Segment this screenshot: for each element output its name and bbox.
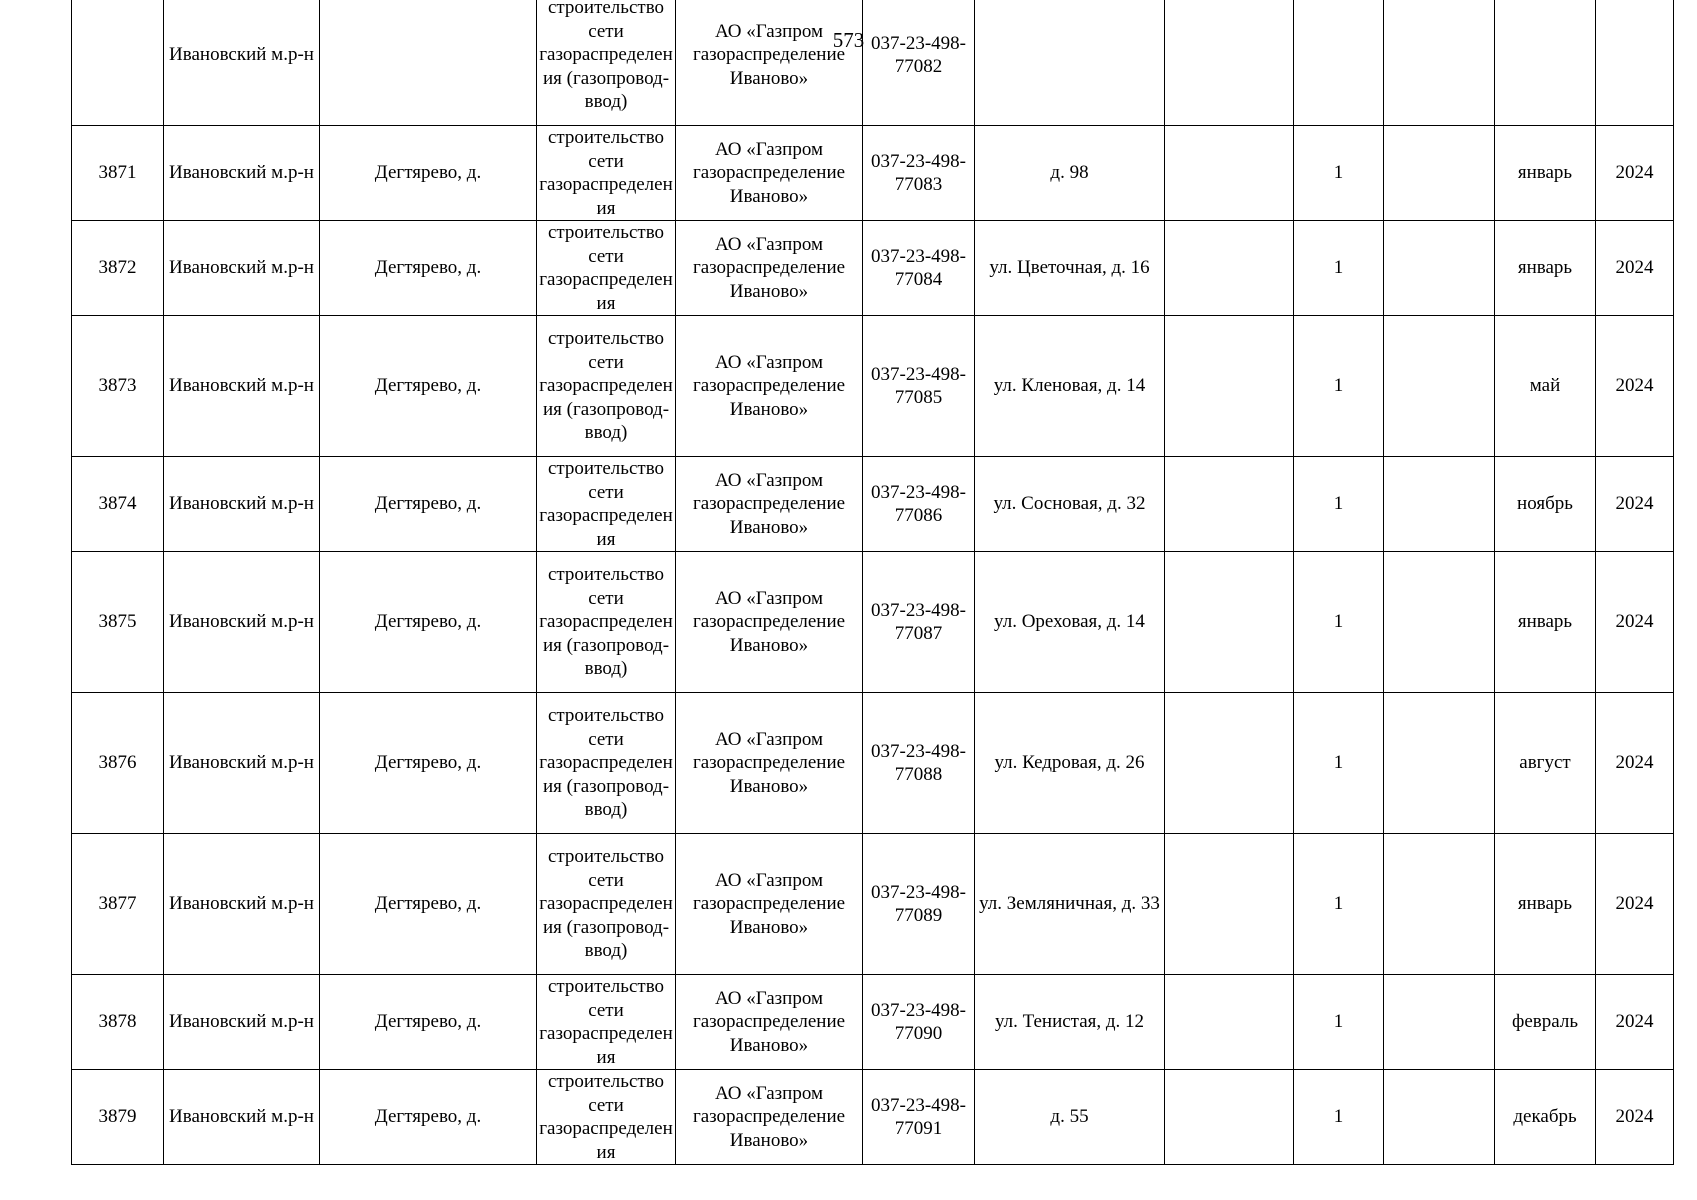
district-cell: Ивановский м.р-н — [164, 693, 320, 834]
code-cell: 037-23-498-77082 — [863, 0, 975, 126]
year-cell: 2024 — [1596, 834, 1674, 975]
empty-cell — [1165, 552, 1294, 693]
year-cell: 2024 — [1596, 1070, 1674, 1165]
empty-cell — [1165, 1070, 1294, 1165]
empty-cell — [1165, 457, 1294, 552]
address-cell: д. 98 — [975, 126, 1165, 221]
locality-cell: Дегтярево, д. — [320, 316, 537, 457]
empty-cell — [1384, 316, 1495, 457]
month-cell: январь — [1495, 126, 1596, 221]
address-cell: ул. Ореховая, д. 14 — [975, 552, 1165, 693]
empty-cell — [1384, 1070, 1495, 1165]
organization-cell: АО «Газпром газораспределение Иваново» — [676, 126, 863, 221]
month-cell — [1495, 0, 1596, 126]
code-cell: 037-23-498-77090 — [863, 975, 975, 1070]
table-row — [72, 975, 1674, 1070]
year-cell: 2024 — [1596, 221, 1674, 316]
organization-cell: АО «Газпром газораспределение Иваново» — [676, 457, 863, 552]
month-cell: ноябрь — [1495, 457, 1596, 552]
row-number-cell: 3876 — [72, 693, 164, 834]
table-row — [72, 552, 1674, 693]
table-row — [72, 834, 1674, 975]
count-cell: 1 — [1294, 552, 1384, 693]
district-cell: Ивановский м.р-н — [164, 834, 320, 975]
empty-cell — [1165, 126, 1294, 221]
empty-cell — [1384, 975, 1495, 1070]
year-cell — [1596, 0, 1674, 126]
count-cell: 1 — [1294, 693, 1384, 834]
organization-cell: АО «Газпром газораспределение Иваново» — [676, 552, 863, 693]
table-row — [72, 457, 1674, 552]
table-row — [72, 693, 1674, 834]
organization-cell: АО «Газпром газораспределение Иваново» — [676, 316, 863, 457]
locality-cell: Дегтярево, д. — [320, 126, 537, 221]
data-table — [71, 0, 1674, 1165]
empty-cell — [1165, 0, 1294, 126]
district-cell: Ивановский м.р-н — [164, 221, 320, 316]
empty-cell — [1165, 975, 1294, 1070]
month-cell: декабрь — [1495, 1070, 1596, 1165]
locality-cell: Дегтярево, д. — [320, 552, 537, 693]
work-type-cell: строительство сети газораспределения — [537, 126, 676, 221]
district-cell: Ивановский м.р-н — [164, 0, 320, 126]
address-cell: д. 55 — [975, 1070, 1165, 1165]
district-cell: Ивановский м.р-н — [164, 1070, 320, 1165]
row-number-cell: 3875 — [72, 552, 164, 693]
work-type-cell: строительство сети газораспределения — [537, 457, 676, 552]
year-cell: 2024 — [1596, 126, 1674, 221]
empty-cell — [1165, 693, 1294, 834]
empty-cell — [1165, 221, 1294, 316]
code-cell: 037-23-498-77088 — [863, 693, 975, 834]
locality-cell: Дегтярево, д. — [320, 457, 537, 552]
month-cell: август — [1495, 693, 1596, 834]
organization-cell: АО «Газпром газораспределение Иваново» — [676, 834, 863, 975]
address-cell — [975, 0, 1165, 126]
page-number: 573 — [832, 28, 865, 52]
count-cell: 1 — [1294, 126, 1384, 221]
table-row — [72, 126, 1674, 221]
district-cell: Ивановский м.р-н — [164, 126, 320, 221]
organization-cell: АО «Газпром газораспределение Иваново» — [676, 975, 863, 1070]
row-number-cell: 3873 — [72, 316, 164, 457]
row-number-cell: 3871 — [72, 126, 164, 221]
code-cell: 037-23-498-77086 — [863, 457, 975, 552]
code-cell: 037-23-498-77089 — [863, 834, 975, 975]
district-cell: Ивановский м.р-н — [164, 552, 320, 693]
locality-cell: Дегтярево, д. — [320, 693, 537, 834]
work-type-cell: строительство сети газораспределения — [537, 975, 676, 1070]
work-type-cell: строительство сети газораспределения (газопровод-ввод) — [537, 552, 676, 693]
row-number-cell: 3878 — [72, 975, 164, 1070]
table-row — [72, 0, 1674, 126]
count-cell: 1 — [1294, 834, 1384, 975]
empty-cell — [1384, 126, 1495, 221]
work-type-cell: строительство сети газораспределения — [537, 221, 676, 316]
work-type-cell: строительство сети газораспределения (газопровод-ввод) — [537, 0, 676, 126]
row-number-cell: 3874 — [72, 457, 164, 552]
work-type-cell: строительство сети газораспределения (газопровод-ввод) — [537, 693, 676, 834]
address-cell: ул. Кленовая, д. 14 — [975, 316, 1165, 457]
address-cell: ул. Сосновая, д. 32 — [975, 457, 1165, 552]
month-cell: май — [1495, 316, 1596, 457]
year-cell: 2024 — [1596, 975, 1674, 1070]
organization-cell: АО «Газпром газораспределение Иваново» — [676, 0, 863, 126]
work-type-cell: строительство сети газораспределения — [537, 1070, 676, 1165]
code-cell: 037-23-498-77084 — [863, 221, 975, 316]
empty-cell — [1384, 221, 1495, 316]
count-cell: 1 — [1294, 316, 1384, 457]
address-cell: ул. Кедровая, д. 26 — [975, 693, 1165, 834]
locality-cell: Дегтярево, д. — [320, 221, 537, 316]
empty-cell — [1384, 0, 1495, 126]
table-row — [72, 1070, 1674, 1165]
empty-cell — [1165, 316, 1294, 457]
empty-cell — [1384, 552, 1495, 693]
code-cell: 037-23-498-77087 — [863, 552, 975, 693]
code-cell: 037-23-498-77083 — [863, 126, 975, 221]
empty-cell — [1384, 693, 1495, 834]
organization-cell: АО «Газпром газораспределение Иваново» — [676, 693, 863, 834]
table-row — [72, 316, 1674, 457]
count-cell: 1 — [1294, 457, 1384, 552]
year-cell: 2024 — [1596, 457, 1674, 552]
locality-cell: Дегтярево, д. — [320, 975, 537, 1070]
district-cell: Ивановский м.р-н — [164, 457, 320, 552]
month-cell: февраль — [1495, 975, 1596, 1070]
month-cell: январь — [1495, 552, 1596, 693]
locality-cell — [320, 0, 537, 126]
count-cell: 1 — [1294, 975, 1384, 1070]
address-cell: ул. Тенистая, д. 12 — [975, 975, 1165, 1070]
year-cell: 2024 — [1596, 316, 1674, 457]
month-cell: январь — [1495, 221, 1596, 316]
empty-cell — [1165, 834, 1294, 975]
row-number-cell — [72, 0, 164, 126]
empty-cell — [1384, 457, 1495, 552]
address-cell: ул. Цветочная, д. 16 — [975, 221, 1165, 316]
count-cell: 1 — [1294, 221, 1384, 316]
year-cell: 2024 — [1596, 552, 1674, 693]
district-cell: Ивановский м.р-н — [164, 975, 320, 1070]
address-cell: ул. Земляничная, д. 33 — [975, 834, 1165, 975]
code-cell: 037-23-498-77091 — [863, 1070, 975, 1165]
locality-cell: Дегтярево, д. — [320, 1070, 537, 1165]
count-cell — [1294, 0, 1384, 126]
work-type-cell: строительство сети газораспределения (газопровод-ввод) — [537, 316, 676, 457]
district-cell: Ивановский м.р-н — [164, 316, 320, 457]
organization-cell: АО «Газпром газораспределение Иваново» — [676, 221, 863, 316]
row-number-cell: 3877 — [72, 834, 164, 975]
row-number-cell: 3879 — [72, 1070, 164, 1165]
count-cell: 1 — [1294, 1070, 1384, 1165]
work-type-cell: строительство сети газораспределения (газопровод-ввод) — [537, 834, 676, 975]
organization-cell: АО «Газпром газораспределение Иваново» — [676, 1070, 863, 1165]
empty-cell — [1384, 834, 1495, 975]
table-row — [72, 221, 1674, 316]
code-cell: 037-23-498-77085 — [863, 316, 975, 457]
row-number-cell: 3872 — [72, 221, 164, 316]
table-body — [72, 0, 1674, 1165]
locality-cell: Дегтярево, д. — [320, 834, 537, 975]
year-cell: 2024 — [1596, 693, 1674, 834]
month-cell: январь — [1495, 834, 1596, 975]
